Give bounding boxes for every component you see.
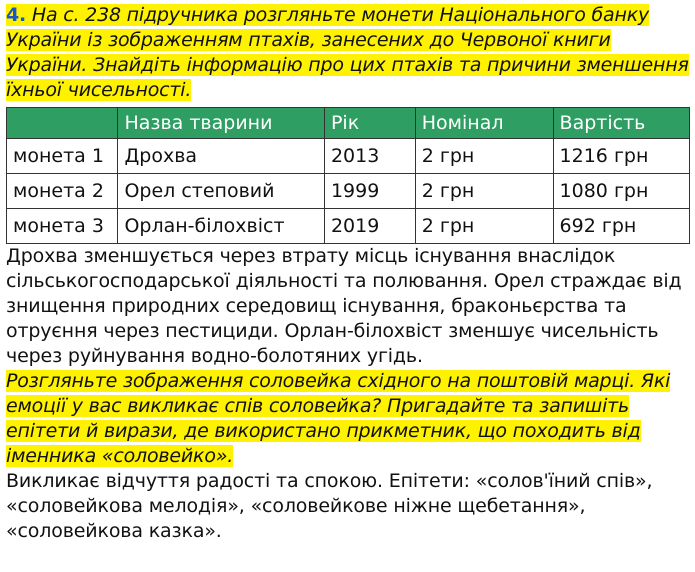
table-cell: 1999	[324, 174, 415, 209]
table-cell: 2019	[324, 209, 415, 244]
table-cell: монета 2	[7, 174, 118, 209]
table-row	[7, 174, 690, 209]
table-cell: монета 3	[7, 209, 118, 244]
task-4-text: На с. 238 підручника розгляньте монети Національного банку України із зображенням птахів, занесених до Червоної книги України. Знайдіть інформацію про цих птахів та причини зменшення їхньої чисельності.	[6, 4, 689, 101]
table-header-cell	[7, 108, 118, 139]
table-row	[7, 209, 690, 244]
table-row	[7, 139, 690, 174]
task-4-highlight	[6, 4, 689, 101]
answer-2: Викликає відчуття радості та спокою. Епітети: «солов'їний спів», «соловейкова мелодія», «соловейкове ніжне щебетання», «соловейкова казка».	[6, 470, 653, 542]
answer-1: Дрохва зменшується через втрату місць існування внаслідок сільськогосподарської діяльності та полювання. Орел страждає від знищення природних середовищ існування, браконьєрства та отруєння через пестициди. Орлан-білохвіст зменшує чисельність через руйнування водно-болотяних угідь.	[6, 245, 682, 367]
task-number: 4.	[6, 4, 27, 26]
table-header-cell: Номінал	[415, 108, 553, 139]
task-5	[6, 369, 690, 469]
table-cell: 692 грн	[553, 209, 689, 244]
table-cell: монета 1	[7, 139, 118, 174]
table-cell: 2 грн	[415, 174, 553, 209]
document-page	[6, 3, 690, 544]
table-cell: Орлан-білохвіст	[118, 209, 325, 244]
table-cell: 1216 грн	[553, 139, 689, 174]
table-header-row	[7, 108, 690, 139]
table-header-cell: Рік	[324, 108, 415, 139]
table-cell: 2 грн	[415, 139, 553, 174]
table-cell: Дрохва	[118, 139, 325, 174]
coins-table	[6, 107, 690, 244]
table-cell: 2 грн	[415, 209, 553, 244]
table-cell: 1080 грн	[553, 174, 689, 209]
table-header-cell: Назва тварини	[118, 108, 325, 139]
table-cell: Орел степовий	[118, 174, 325, 209]
table-header-cell: Вартість	[553, 108, 689, 139]
table-cell: 2013	[324, 139, 415, 174]
task-4	[6, 3, 690, 103]
task-5-text: Розгляньте зображення соловейка східного на поштовій марці. Які емоції у вас викликає спів соловейка? Пригадайте та запишіть епітети й вирази, де використано прикметник, що походить від іменника «соловейко».	[6, 370, 671, 467]
